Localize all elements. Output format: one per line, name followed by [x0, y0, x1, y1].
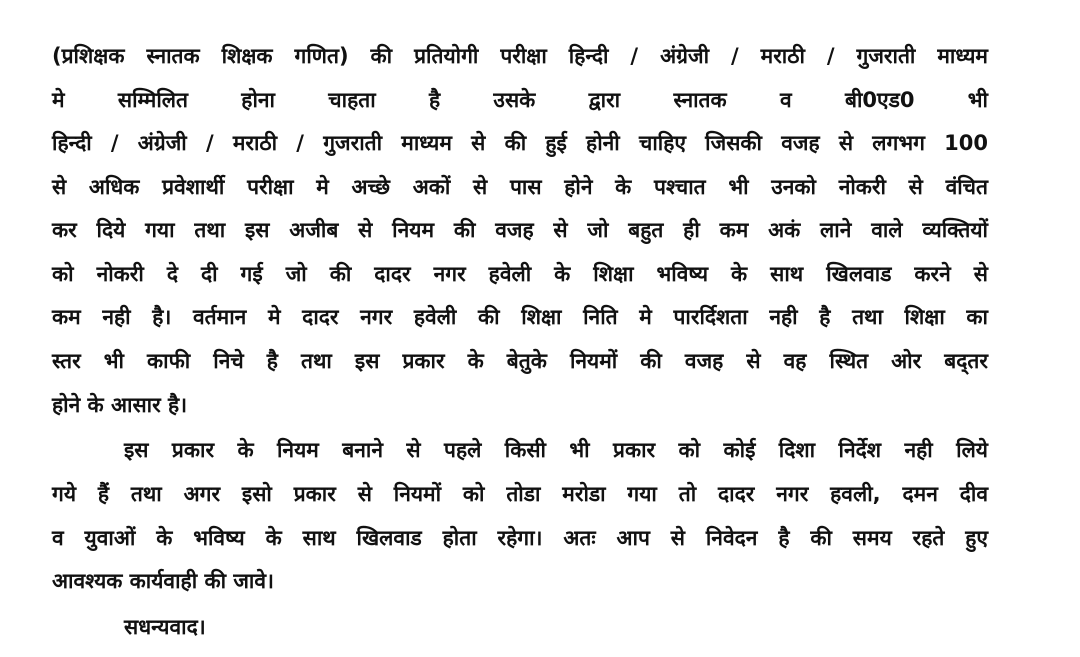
- text-line: से अधिक प्रवेशार्थी परीक्षा मे अच्छे अकों से पास होने के पश्चात भी उनको नोकरी से वंचित: [52, 175, 988, 199]
- closing-salutation: सधन्यवाद।: [124, 615, 206, 639]
- text-line: हिन्दी / अंग्रेजी / मराठी / गुजराती माध्यम से की हुई होनी चाहिए जिसकी वजह से लगभग 100: [52, 131, 988, 155]
- text-line: कर दिये गया तथा इस अजीब से नियम की वजह से जो बहुत ही कम अकं लाने वाले व्यक्तियों: [52, 218, 988, 242]
- text-line: को नोकरी दे दी गई जो की दादर नगर हवेली के शिक्षा भविष्य के साथ खिलवाड करने से: [52, 262, 988, 286]
- text-line: (प्रशिक्षक स्नातक शिक्षक गणित) की प्रतियोगी परीक्षा हिन्दी / अंग्रेजी / मराठी / गुजराती माध्यम: [52, 44, 988, 68]
- text-line: स्तर भी काफी निचे है तथा इस प्रकार के बेतुके नियमों की वजह से वह स्थित ओर बद्तर: [52, 349, 988, 373]
- text-line: मे सम्मिलित होना चाहता है उसके द्वारा स्नातक व बी0एड0 भी: [52, 88, 988, 112]
- text-line: होने के आसार है।: [52, 393, 188, 417]
- text-line: कम नही है। वर्तमान मे दादर नगर हवेली की शिक्षा निति मे पारर्दिशता नही है तथा शिक्षा का: [52, 305, 988, 329]
- text-line: गये हैं तथा अगर इसो प्रकार से नियमों को तोडा मरोडा गया तो दादर नगर हवली, दमन दीव: [52, 482, 988, 506]
- text-line: व युवाओं के भविष्य के साथ खिलवाड होता रहेगा। अतः आप से निवेदन है की समय रहते हुए: [52, 526, 988, 550]
- text-line: आवश्यक कार्यवाही की जावे।: [52, 569, 274, 593]
- text-line: इस प्रकार के नियम बनाने से पहले किसी भी प्रकार को कोई दिशा निर्देश नही लिये: [124, 438, 988, 462]
